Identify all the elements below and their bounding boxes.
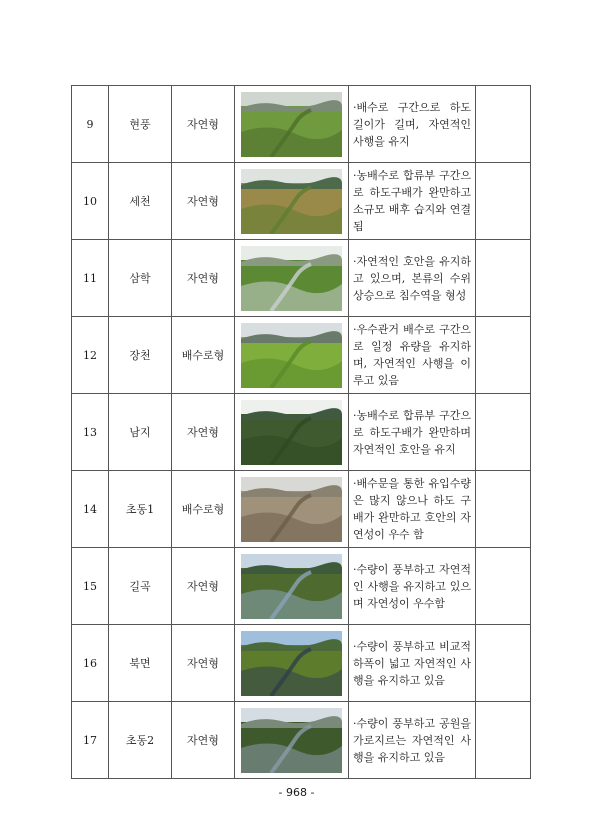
description: ·배수문을 통한 유입수량은 많지 않으나 하도 구배가 완만하고 호안의 자연성이 우수 함 <box>349 471 476 548</box>
site-name: 남지 <box>109 394 172 471</box>
table-row <box>72 548 531 625</box>
site-name: 장천 <box>109 317 172 394</box>
photo-cell <box>235 471 349 548</box>
row-number: 9 <box>72 86 109 163</box>
site-name: 초동2 <box>109 702 172 779</box>
table-row <box>72 86 531 163</box>
table-row <box>72 625 531 702</box>
photo-cell <box>235 163 349 240</box>
row-number: 12 <box>72 317 109 394</box>
stream-survey-table <box>71 85 531 779</box>
photo-cell <box>235 240 349 317</box>
site-name: 세천 <box>109 163 172 240</box>
table-row <box>72 317 531 394</box>
remarks-cell <box>476 394 531 471</box>
site-photo <box>241 169 342 234</box>
row-number: 16 <box>72 625 109 702</box>
site-photo <box>241 92 342 157</box>
stream-type: 자연형 <box>172 394 235 471</box>
site-name: 초동1 <box>109 471 172 548</box>
stream-type: 자연형 <box>172 86 235 163</box>
stream-type: 배수로형 <box>172 317 235 394</box>
photo-cell <box>235 702 349 779</box>
row-number: 10 <box>72 163 109 240</box>
photo-cell <box>235 86 349 163</box>
remarks-cell <box>476 548 531 625</box>
page-number: - 968 - <box>278 786 315 799</box>
stream-type: 자연형 <box>172 163 235 240</box>
row-number: 11 <box>72 240 109 317</box>
photo-cell <box>235 394 349 471</box>
table-row <box>72 394 531 471</box>
remarks-cell <box>476 317 531 394</box>
description: ·농배수로 합류부 구간으로 하도구배가 완만하고 소규모 배후 습지와 연결됨 <box>349 163 476 240</box>
site-photo <box>241 708 342 773</box>
site-name: 북면 <box>109 625 172 702</box>
description: ·우수관거 배수로 구간으로 일정 유량을 유지하며, 자연적인 사행을 이루고 있음 <box>349 317 476 394</box>
site-photo <box>241 246 342 311</box>
description: ·배수로 구간으로 하도 길이가 길며, 자연적인 사행을 유지 <box>349 86 476 163</box>
table-row <box>72 471 531 548</box>
remarks-cell <box>476 240 531 317</box>
row-number: 17 <box>72 702 109 779</box>
description: ·농배수로 합류부 구간으로 하도구배가 완만하며 자연적인 호안을 유지 <box>349 394 476 471</box>
stream-type: 자연형 <box>172 625 235 702</box>
remarks-cell <box>476 163 531 240</box>
row-number: 14 <box>72 471 109 548</box>
stream-type: 자연형 <box>172 548 235 625</box>
photo-cell <box>235 625 349 702</box>
site-photo <box>241 554 342 619</box>
site-photo <box>241 323 342 388</box>
remarks-cell <box>476 86 531 163</box>
description: ·자연적인 호안을 유지하고 있으며, 본류의 수위 상승으로 침수역을 형성 <box>349 240 476 317</box>
remarks-cell <box>476 471 531 548</box>
stream-type: 배수로형 <box>172 471 235 548</box>
row-number: 13 <box>72 394 109 471</box>
remarks-cell <box>476 625 531 702</box>
photo-cell <box>235 317 349 394</box>
table-body <box>72 86 531 779</box>
site-name: 현풍 <box>109 86 172 163</box>
site-photo <box>241 400 342 465</box>
site-photo <box>241 477 342 542</box>
table-row <box>72 163 531 240</box>
table-row <box>72 702 531 779</box>
stream-type: 자연형 <box>172 702 235 779</box>
site-name: 길곡 <box>109 548 172 625</box>
photo-cell <box>235 548 349 625</box>
stream-type: 자연형 <box>172 240 235 317</box>
table-row <box>72 240 531 317</box>
row-number: 15 <box>72 548 109 625</box>
description: ·수량이 풍부하고 비교적 하폭이 넓고 자연적인 사행을 유지하고 있음 <box>349 625 476 702</box>
description: ·수량이 풍부하고 자연적인 사행을 유지하고 있으며 자연성이 우수함 <box>349 548 476 625</box>
site-photo <box>241 631 342 696</box>
remarks-cell <box>476 702 531 779</box>
description: ·수량이 풍부하고 공원을 가로지르는 자연적인 사행을 유지하고 있음 <box>349 702 476 779</box>
site-name: 삼학 <box>109 240 172 317</box>
